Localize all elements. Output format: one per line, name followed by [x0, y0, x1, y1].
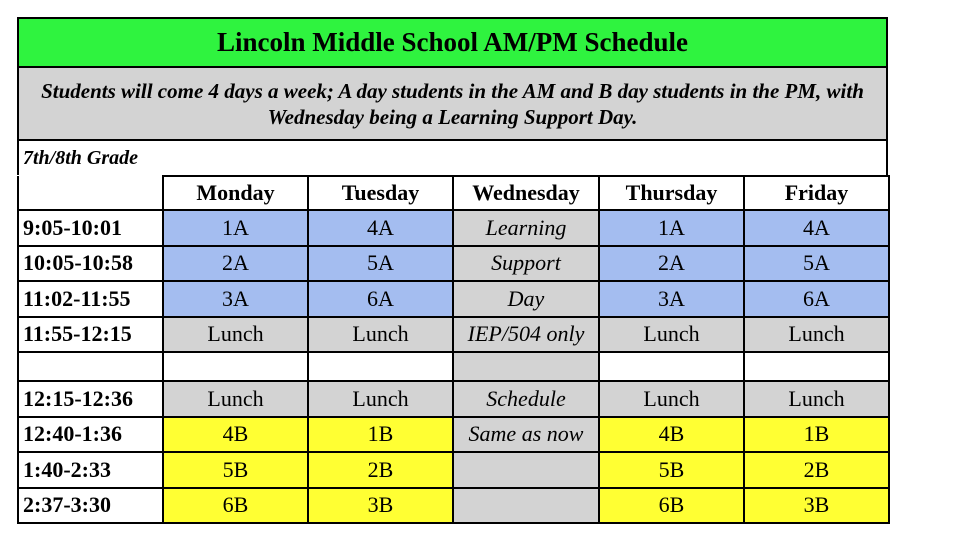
period-cell: 3B [744, 488, 889, 524]
time-cell: 11:02-11:55 [18, 281, 163, 317]
period-cell: 6B [599, 488, 744, 524]
period-cell: 5A [308, 246, 453, 282]
wednesday-cell [453, 488, 599, 524]
period-cell: 3A [599, 281, 744, 317]
time-cell [18, 352, 163, 381]
time-cell: 12:40-1:36 [18, 417, 163, 453]
period-cell: 5A [744, 246, 889, 282]
lunch-cell: Lunch [744, 381, 889, 417]
schedule-table [17, 175, 890, 524]
period-cell: 6A [308, 281, 453, 317]
spacer-cell [744, 352, 889, 381]
wednesday-cell: Schedule [453, 381, 599, 417]
period-cell: 3B [308, 488, 453, 524]
day-header-row [18, 176, 889, 210]
day-header-thursday: Thursday [599, 176, 744, 210]
day-header-tuesday: Tuesday [308, 176, 453, 210]
period-cell: 2A [599, 246, 744, 282]
lunch-cell: Lunch [163, 381, 308, 417]
period-cell: 3A [163, 281, 308, 317]
spacer-cell [308, 352, 453, 381]
period-cell: 6A [744, 281, 889, 317]
wednesday-cell: Support [453, 246, 599, 282]
table-row [18, 246, 889, 282]
lunch-cell: Lunch [163, 317, 308, 353]
schedule-note: Students will come 4 days a week; A day students in the AM and B day students in the PM, with Wednesday being a Learning Support Day. [17, 68, 888, 141]
table-row [18, 317, 889, 353]
schedule-title: Lincoln Middle School AM/PM Schedule [17, 17, 888, 68]
table-row [18, 210, 889, 246]
lunch-cell: Lunch [599, 381, 744, 417]
wednesday-cell: Day [453, 281, 599, 317]
wednesday-cell [453, 452, 599, 488]
wednesday-cell: IEP/504 only [453, 317, 599, 353]
time-cell: 12:15-12:36 [18, 381, 163, 417]
lunch-cell: Lunch [599, 317, 744, 353]
period-cell: 4B [599, 417, 744, 453]
period-cell: 4A [308, 210, 453, 246]
time-cell: 2:37-3:30 [18, 488, 163, 524]
spacer-cell [163, 352, 308, 381]
spacer-row [18, 352, 889, 381]
lunch-cell: Lunch [308, 317, 453, 353]
period-cell: 1A [599, 210, 744, 246]
period-cell: 5B [163, 452, 308, 488]
lunch-cell: Lunch [744, 317, 889, 353]
lunch-cell: Lunch [308, 381, 453, 417]
header-corner [18, 176, 163, 210]
table-row [18, 452, 889, 488]
time-cell: 11:55-12:15 [18, 317, 163, 353]
day-header-wednesday: Wednesday [453, 176, 599, 210]
period-cell: 4A [744, 210, 889, 246]
wednesday-cell: Same as now [453, 417, 599, 453]
table-row [18, 381, 889, 417]
period-cell: 5B [599, 452, 744, 488]
period-cell: 2A [163, 246, 308, 282]
table-row [18, 281, 889, 317]
period-cell: 1B [308, 417, 453, 453]
grade-label: 7th/8th Grade [17, 141, 888, 175]
period-cell: 2B [308, 452, 453, 488]
period-cell: 1B [744, 417, 889, 453]
table-row [18, 488, 889, 524]
time-cell: 9:05-10:01 [18, 210, 163, 246]
schedule-sheet [17, 17, 888, 524]
time-cell: 1:40-2:33 [18, 452, 163, 488]
period-cell: 4B [163, 417, 308, 453]
spacer-cell [599, 352, 744, 381]
table-row [18, 417, 889, 453]
wednesday-cell: Learning [453, 210, 599, 246]
wednesday-cell [453, 352, 599, 381]
period-cell: 1A [163, 210, 308, 246]
day-header-monday: Monday [163, 176, 308, 210]
time-cell: 10:05-10:58 [18, 246, 163, 282]
period-cell: 2B [744, 452, 889, 488]
day-header-friday: Friday [744, 176, 889, 210]
period-cell: 6B [163, 488, 308, 524]
